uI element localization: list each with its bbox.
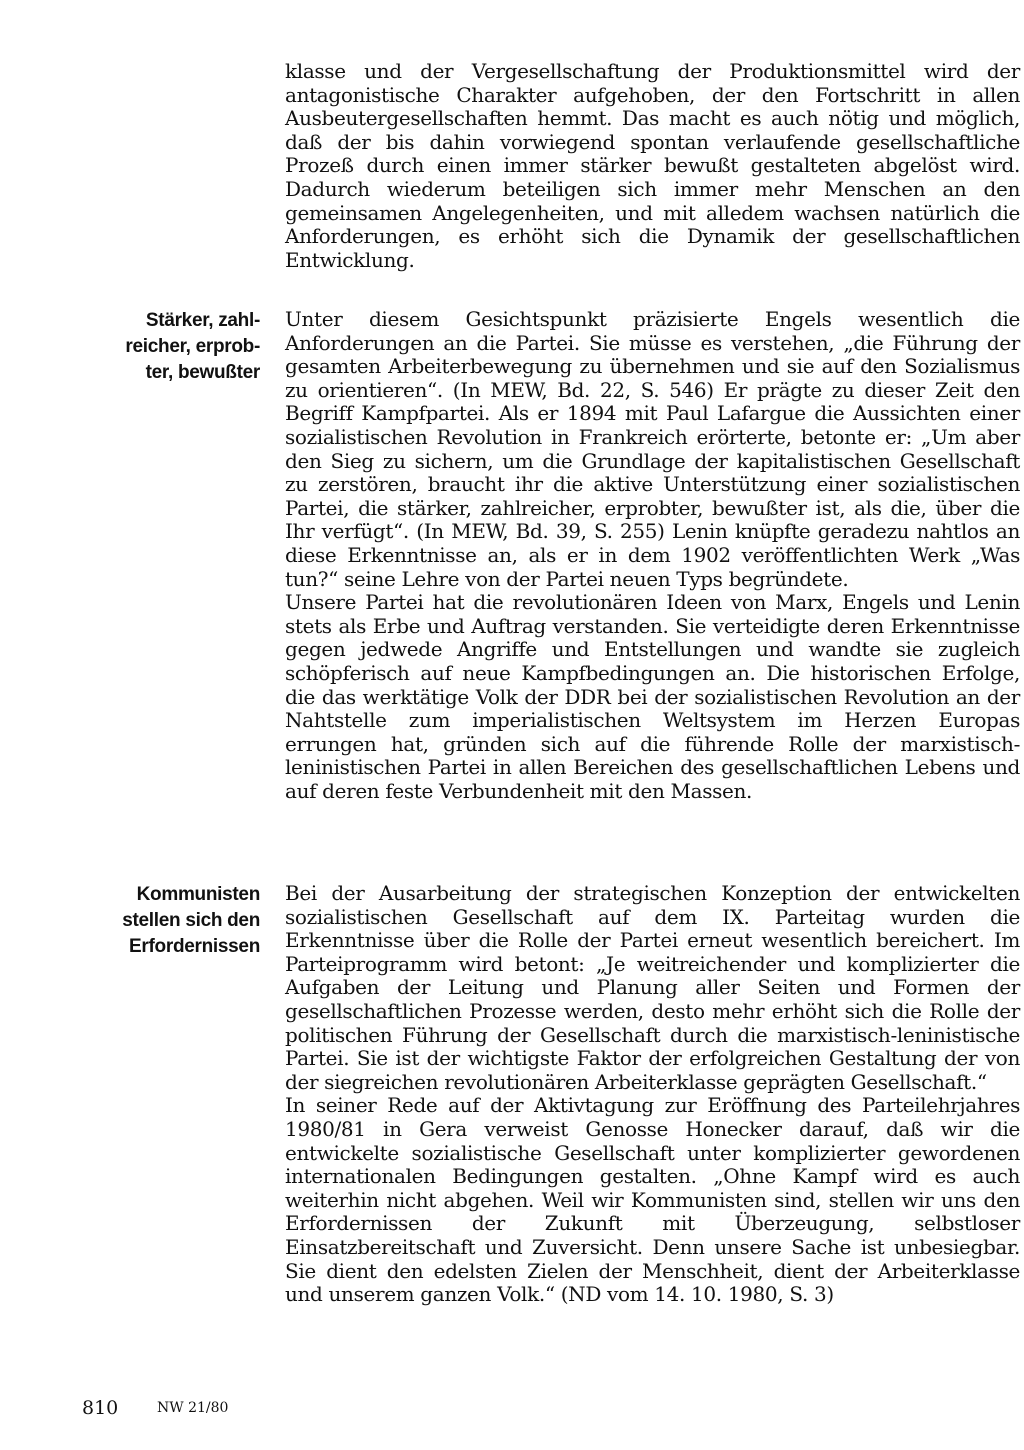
margin-note-line: Erfordernissen <box>129 936 260 957</box>
journal-issue: NW 21/80 <box>157 1400 229 1416</box>
section-2-paragraph-2: In seiner Rede auf der Aktivtagung zur Eröffnung des Parteilehrjahres 1980/81 in Gera verweist Genosse Honecker darauf, daß wir die entwickelte sozialistische Gesellschaft unter komplizierter gewordenen internationalen Bedingungen gestalten. „Ohne Kampf wird es auch weiterhin nicht abgehen. Weil wir Kommunisten sind, stellen wir uns den Erfordernissen der Zukunft mit Überzeugung, selbstloser Einsatzbereitschaft und Zuversicht. Denn unsere Sache ist unbesiegbar. Sie dient den edelsten Zielen der Menschheit, dient der Arbeiterklasse und unserem ganzen Volk.“ (ND vom 14. 10. 1980, S. 3) <box>285 1093 1020 1307</box>
section-1-paragraph-2: Unsere Partei hat die revolutionären Ideen von Marx, Engels und Lenin stets als Erbe und Auftrag verstanden. Sie verteidigte deren Erkenntnisse gegen jedwede Angriffe und Entstellungen und wandte sie zugleich schöpferisch auf neue Kampfbedingungen an. Die historischen Erfolge, die das werktätige Volk der DDR bei der sozialistischen Revolution an der Nahtstelle zum imperialistischen Weltsystem im Herzen Europas errungen hat, gründen sich auf die führende Rolle der marxistisch-leninistischen Partei in allen Bereichen des gesellschaftlichen Lebens und auf deren feste Verbundenheit mit den Massen. <box>285 590 1020 803</box>
section-1-text-block <box>285 308 1020 803</box>
margin-note-staerker <box>82 308 260 386</box>
section-2-paragraph-1: Bei der Ausarbeitung der strategischen Konzeption der entwickelten sozialistischen Gesellschaft auf dem IX. Parteitag wurden die Erkenntnisse über die Rolle der Partei erneut wesentlich bereichert. Im Parteiprogramm wird betont: „Je weitreichender und komplizierter die Aufgaben der Leitung und Planung aller Seiten und Formen der gesellschaftlichen Prozesse werden, desto mehr erhöht sich die Rolle der politischen Führung der Gesellschaft durch die marxistisch-leninistische Partei. Sie ist der wichtigste Faktor der erfolgreichen Gestaltung der von der siegreichen revolutionären Arbeiterklasse geprägten Gesellschaft.“ <box>285 881 1020 1094</box>
margin-note-line: ter, bewußter <box>145 362 260 383</box>
margin-note-line: stellen sich den <box>122 910 260 931</box>
section-2-text-block <box>285 882 1020 1307</box>
margin-note-line: Kommunisten <box>136 884 260 905</box>
margin-note-line: reicher, erprob- <box>125 336 260 357</box>
page-number: 810 <box>82 1397 119 1419</box>
margin-note-line: Stärker, zahl- <box>145 310 260 331</box>
intro-text-block <box>285 60 1020 272</box>
margin-note-kommunisten <box>82 882 260 960</box>
intro-paragraph: klasse und der Vergesellschaftung der Produktionsmittel wird der antagonistische Charakter aufgehoben, der den Fortschritt in allen Ausbeutergesellschaften hemmt. Das macht es auch nötig und möglich, daß der bis dahin vorwiegend spontan verlaufende gesellschaftliche Prozeß durch einen immer stärker bewußt gestalteten abgelöst wird. Dadurch wiederum beteiligen sich immer mehr Menschen an den gemeinsamen Angelegenheiten, und mit alledem wachsen natürlich die Anforderungen, es erhöht sich die Dynamik der gesellschaftlichen Entwicklung. <box>285 59 1020 272</box>
section-1-paragraph-1: Unter diesem Gesichtspunkt präzisierte Engels wesentlich die Anforderungen an die Partei. Sie müsse es verstehen, „die Führung der gesamten Arbeiterbewegung zu übernehmen und sie auf den Sozialismus zu orientieren“. (In MEW, Bd. 22, S. 546) Er prägte zu dieser Zeit den Begriff Kampfpartei. Als er 1894 mit Paul Lafargue die Aussichten einer sozialistischen Revolution in Frankreich erörterte, betonte er: „Um aber den Sieg zu sichern, um die Grundlage der kapitalistischen Gesellschaft zu zerstören, braucht ihr die aktive Unterstützung einer sozialistischen Partei, die stärker, zahlreicher, erprobter, bewußter ist, als die, über die Ihr verfügt“. (In MEW, Bd. 39, S. 255) Lenin knüpfte geradezu nahtlos an diese Erkenntnisse an, als er in dem 1902 veröffentlichten Werk „Was tun?“ seine Lehre von der Partei neuen Typs begründete. <box>285 307 1020 591</box>
